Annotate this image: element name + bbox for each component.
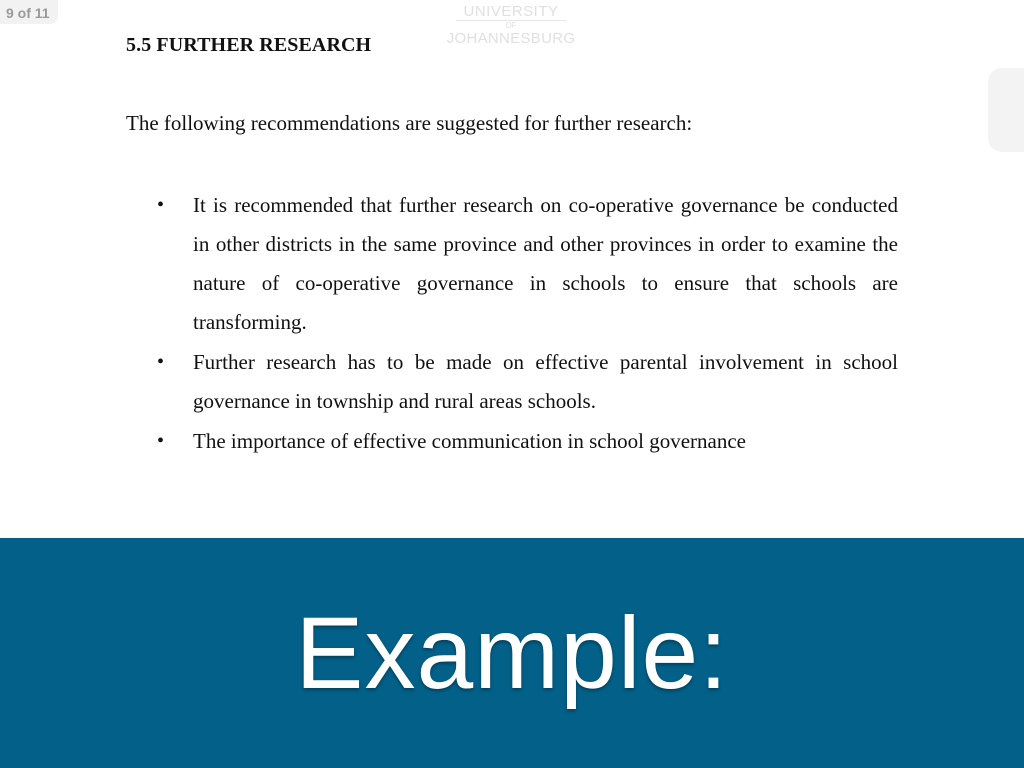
- example-banner: [0, 538, 1024, 768]
- watermark-line-3: JOHANNESBURG: [446, 30, 576, 47]
- watermark-line-2: OF: [456, 20, 566, 30]
- banner-title: Example:: [295, 596, 729, 710]
- bullet-icon: •: [157, 351, 165, 373]
- list-item: [156, 343, 898, 421]
- list-item: [156, 186, 898, 342]
- bullet-icon: •: [157, 194, 165, 216]
- recommendation-text: It is recommended that further research on co-operative governance be conducted in other districts in the same province and other provinces in order to examine the nature of co-operative governance in schools to ensure that schools are transforming.: [193, 193, 898, 334]
- recommendation-text: Further research has to be made on effective parental involvement in school governance in township and rural areas schools.: [193, 350, 898, 413]
- recommendations-list: [156, 186, 898, 461]
- page-counter: 9 of 11: [0, 0, 58, 24]
- recommendation-text: The importance of effective communication in school governance: [193, 429, 746, 453]
- section-heading: 5.5 FURTHER RESEARCH: [126, 34, 372, 56]
- intro-paragraph: The following recommendations are suggested for further research:: [126, 111, 693, 135]
- bullet-icon: •: [157, 430, 165, 452]
- watermark-line-1: UNIVERSITY: [463, 3, 559, 20]
- list-item: [156, 422, 898, 461]
